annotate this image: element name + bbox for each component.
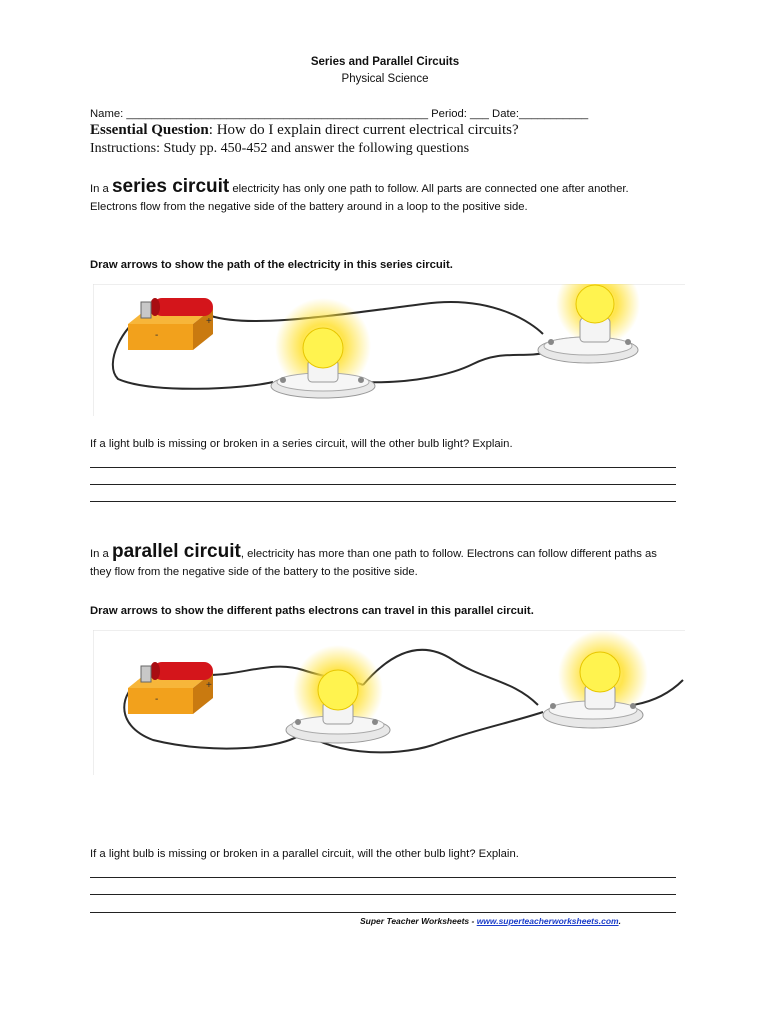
series-term: series circuit	[111, 176, 230, 197]
light-bulb-icon	[543, 630, 648, 728]
instructions: Instructions: Study pp. 450-452 and answer the following questions	[90, 141, 470, 156]
worksheet-subtitle: Physical Science	[341, 73, 429, 85]
parallel-paragraph: In a parallel circuit, electricity has more than one path to follow. Electrons can follow different paths as they flow from the negative side of the battery to the positive side.	[90, 541, 657, 578]
battery-minus-label: -	[155, 694, 159, 705]
worksheet-title: Series and Parallel Circuits	[310, 56, 460, 68]
series-circuit-image	[93, 284, 685, 416]
parallel-term: parallel circuit	[111, 541, 241, 562]
series-draw-instruction: Draw arrows to show the path of the electricity in this series circuit.	[90, 259, 453, 271]
footer-link[interactable]: www.superteacherworksheets.com	[476, 916, 619, 926]
answer-line[interactable]	[90, 877, 676, 878]
answer-line[interactable]	[90, 484, 676, 485]
battery-icon	[128, 662, 213, 714]
battery-minus-label: -	[155, 330, 159, 341]
answer-line[interactable]	[90, 467, 676, 468]
answer-line[interactable]	[90, 894, 676, 895]
answer-line[interactable]	[90, 501, 676, 502]
parallel-question: If a light bulb is missing or broken in a parallel circuit, will the other bulb light? Explain.	[90, 848, 519, 860]
essential-question-label: Essential Question	[90, 122, 209, 138]
series-question: If a light bulb is missing or broken in a series circuit, will the other bulb light? Explain.	[90, 438, 513, 450]
battery-plus-label: +	[206, 680, 212, 691]
series-paragraph: In a series circuit electricity has only one path to follow. All parts are connected one after another. Electrons flow from the negative side of the battery around in a loop to the positive side.	[90, 176, 629, 213]
essential-question	[90, 122, 519, 139]
footer-credit: Super Teacher Worksheets - www.superteacherworksheets.com.	[360, 916, 621, 926]
battery-plus-label: +	[206, 316, 212, 327]
name-period-date-line: Name: ________________________________________________ Period: ___ Date:___________	[90, 108, 589, 120]
parallel-draw-instruction: Draw arrows to show the different paths electrons can travel in this parallel circuit.	[90, 605, 534, 617]
light-bulb-icon	[286, 645, 390, 743]
answer-line[interactable]	[90, 912, 676, 913]
light-bulb-icon	[538, 284, 640, 363]
parallel-circuit-image	[93, 630, 685, 775]
essential-question-text: : How do I explain direct current electrical circuits?	[208, 122, 519, 138]
battery-icon	[128, 298, 213, 350]
